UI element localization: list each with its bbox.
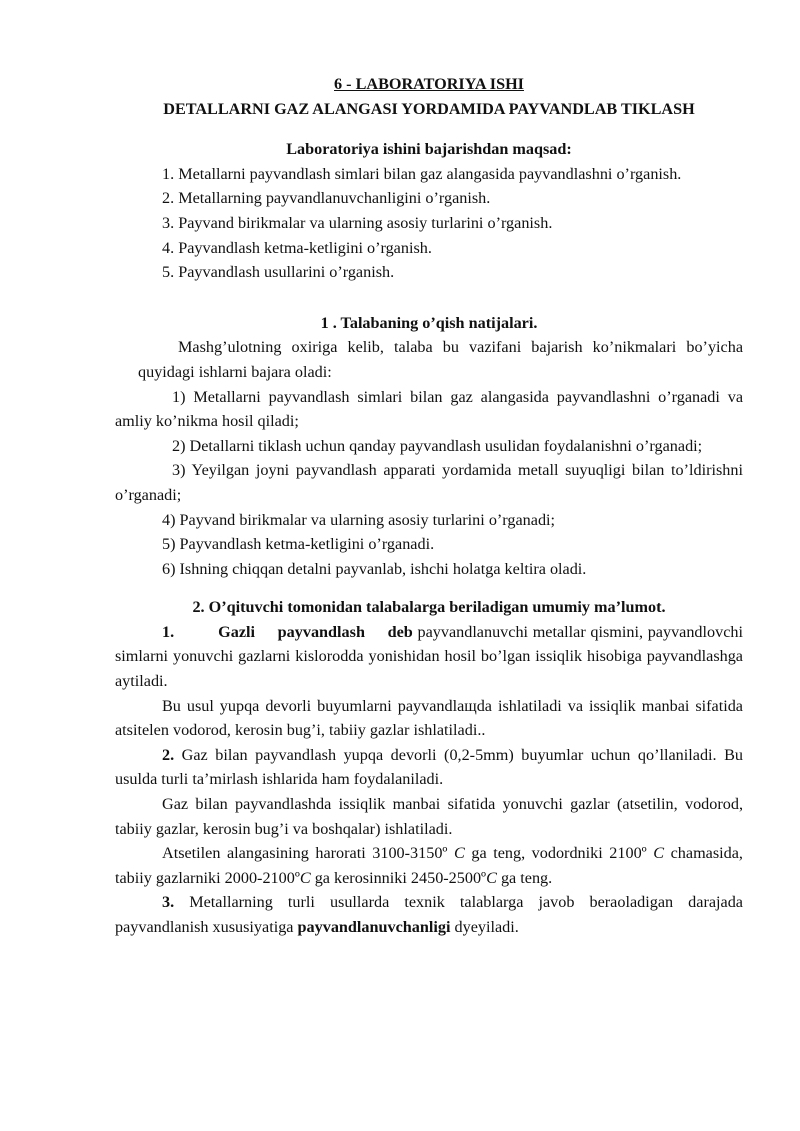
document-page <box>115 72 743 940</box>
celsius-unit: C <box>454 844 465 863</box>
lab-number-heading: 6 - LABORATORIYA ISHI <box>334 75 524 93</box>
section2-paragraph-1 <box>115 620 743 694</box>
purpose-item: 5. Payvandlash usullarini o’rganish. <box>162 263 395 282</box>
section2-paragraph-3 <box>115 743 743 792</box>
celsius-unit: C <box>299 868 311 887</box>
celsius-unit: C <box>486 868 497 887</box>
section1-heading: 1 . Talabaning o’qish natijalari. <box>320 313 538 332</box>
section1-item: 1) Metallarni payvandlash simlari bilan gaz alangasida payvandlashni o’rganadi va amliy ko’nikma hosil qiladi; <box>115 387 743 431</box>
section1-item: 2) Detallarni tiklash uchun qanday payvandlash usulidan foydalanishni o’rganadi; <box>172 436 703 455</box>
paragraph-text: payvandlanuvchi metallar qismini, payvandlovchi simlarni yonuvchi gazlarni kislorodda yonishidan hosil bo’lgan issiqlik hisobiga payvandlashga aytiladi. <box>115 622 743 691</box>
section1-intro: Mashg’ulotning oxiriga kelib, talaba bu vazifani bajarish ko’nikmalari bo’yicha quyidagi ishlarni bajara oladi: <box>138 338 743 381</box>
lab-title: DETALLARNI GAZ ALANGASI YORDAMIDA PAYVANDLAB TIKLASH <box>163 99 695 118</box>
purpose-item: 2. Metallarning payvandlanuvchanligini o’rganish. <box>162 189 491 208</box>
paragraph-text: ga teng, vodordniki 2100º <box>464 844 654 863</box>
section2-paragraph-6 <box>115 890 743 939</box>
purpose-heading: Laboratoriya ishini bajarishdan maqsad: <box>286 140 572 159</box>
section1-item: 3) Yeyilgan joyni payvandlash apparati yordamida metall suyuqligi bilan to’ldirishni o’rganadi; <box>115 461 743 504</box>
paragraph-text: chamasida, tabiiy gazlarniki 2000-2100º <box>115 844 743 887</box>
purpose-item: 3. Payvand birikmalar va ularning asosiy turlarini o’rganish. <box>162 213 553 232</box>
paragraph-text: dyeyiladi. <box>450 918 519 936</box>
section1-item: 4) Payvand birikmalar va ularning asosiy turlarini o’rganadi; <box>162 510 556 529</box>
paragraph-text: Atsetilen alangasining harorati 3100-3150º <box>162 844 454 863</box>
paragraph-text: ga kerosinniki 2450-2500º <box>310 868 487 887</box>
section2-heading: 2. O’qituvchi tomonidan talabalarga beriladigan umumiy ma’lumot. <box>192 598 666 617</box>
section2-paragraph-4: Gaz bilan payvandlashda issiqlik manbai sifatida yonuvchi gazlar (atsetilin, vodorod, tabiiy gazlar, kerosin bug’i va boshqalar) ishlatiladi. <box>115 795 743 838</box>
paragraph-text: Gaz bilan payvandlash yupqa devorli (0,2-5mm) buyumlar uchun qo’llaniladi. Bu usulda turli ta’mirlash ishlarida ham foydalaniladi. <box>115 745 743 789</box>
section2-paragraph-5 <box>115 841 743 890</box>
paragraph-text: ga teng. <box>496 868 553 887</box>
purpose-item: 4. Payvandlash ketma-ketligini o’rganish. <box>162 238 432 257</box>
celsius-unit: C <box>653 844 665 863</box>
paragraph-number: 2. <box>162 745 175 764</box>
paragraph-number: 3. <box>162 893 175 912</box>
paragraph-text: Metallarning turli usullarda texnik talablarga javob beraoladigan darajada payvandlanish xususiyatiga <box>115 893 743 936</box>
term-gazli-payvandlash: Gazli payvandlash deb <box>218 622 413 641</box>
purpose-item: 1. Metallarni payvandlash simlari bilan gaz alangasida payvandlashni o’rganish. <box>162 164 682 183</box>
section1-item: 5) Payvandlash ketma-ketligini o’rganadi. <box>162 535 435 554</box>
section2-paragraph-2: Bu usul yupqa devorli buyumlarni payvandlaщda ishlatiladi va issiqlik manbai sifatida atsitelen vodorod, kerosin bug’i, tabiiy gazlar ishlatiladi.. <box>115 696 743 740</box>
term-payvandlanuvchanligi: payvandlanuvchanligi <box>297 918 451 936</box>
purpose-list <box>162 162 743 285</box>
section1-item: 6) Ishning chiqqan detalni payvanlab, ishchi holatga keltira oladi. <box>162 559 587 578</box>
paragraph-number: 1. <box>162 622 175 641</box>
